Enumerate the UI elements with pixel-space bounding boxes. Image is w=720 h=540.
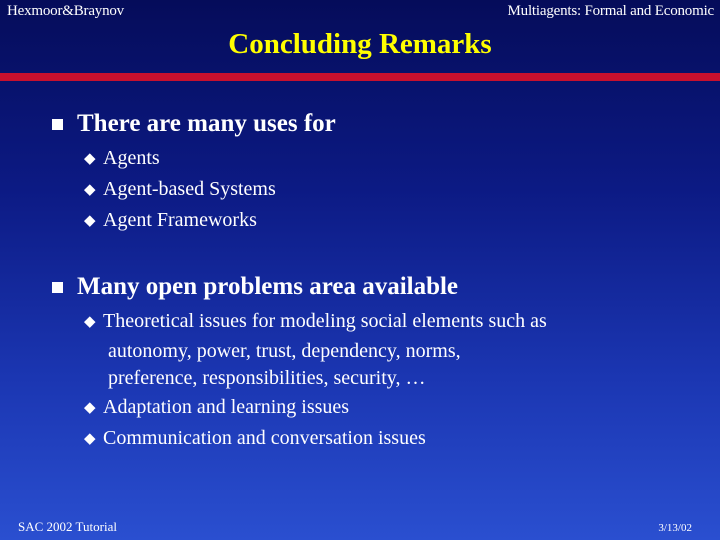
diamond-bullet-icon: ◆ [84, 431, 96, 447]
sub-bullet-communication [84, 426, 426, 451]
sub-bullet-text: Communication and conversation issues [103, 427, 426, 449]
sub-bullet-text: Theoretical issues for modeling social elements such as [103, 310, 547, 332]
sub-bullet-theoretical-issues [84, 309, 547, 334]
diamond-bullet-icon: ◆ [84, 182, 96, 198]
header-left: Hexmoor&Braynov [7, 3, 124, 19]
diamond-bullet-icon: ◆ [84, 400, 96, 416]
sub-bullet-agents [84, 146, 160, 171]
footer-date: 3/13/02 [658, 522, 692, 534]
square-bullet-icon [52, 282, 63, 293]
footer-left: SAC 2002 Tutorial [18, 519, 117, 534]
sub-bullet-text: Agents [103, 147, 160, 169]
square-bullet-icon [52, 119, 63, 130]
sub-bullet-text: Agent Frameworks [103, 209, 257, 231]
bullet-text: There are many uses for [77, 110, 336, 137]
header-right: Multiagents: Formal and Economic [507, 3, 714, 19]
sub-bullet-continuation: autonomy, power, trust, dependency, norms, [108, 340, 461, 362]
sub-bullet-agent-frameworks [84, 208, 257, 233]
slide-title: Concluding Remarks [228, 28, 492, 60]
diamond-bullet-icon: ◆ [84, 151, 96, 167]
sub-bullet-adaptation [84, 395, 349, 420]
diamond-bullet-icon: ◆ [84, 314, 96, 330]
diamond-bullet-icon: ◆ [84, 213, 96, 229]
bullet-text: Many open problems area available [77, 273, 459, 300]
sub-bullet-agent-based-systems [84, 177, 276, 202]
sub-bullet-text: Agent-based Systems [103, 178, 276, 200]
title-divider [0, 73, 720, 81]
sub-bullet-continuation: preference, responsibilities, security, … [108, 367, 426, 389]
sub-bullet-text: Adaptation and learning issues [103, 396, 350, 418]
